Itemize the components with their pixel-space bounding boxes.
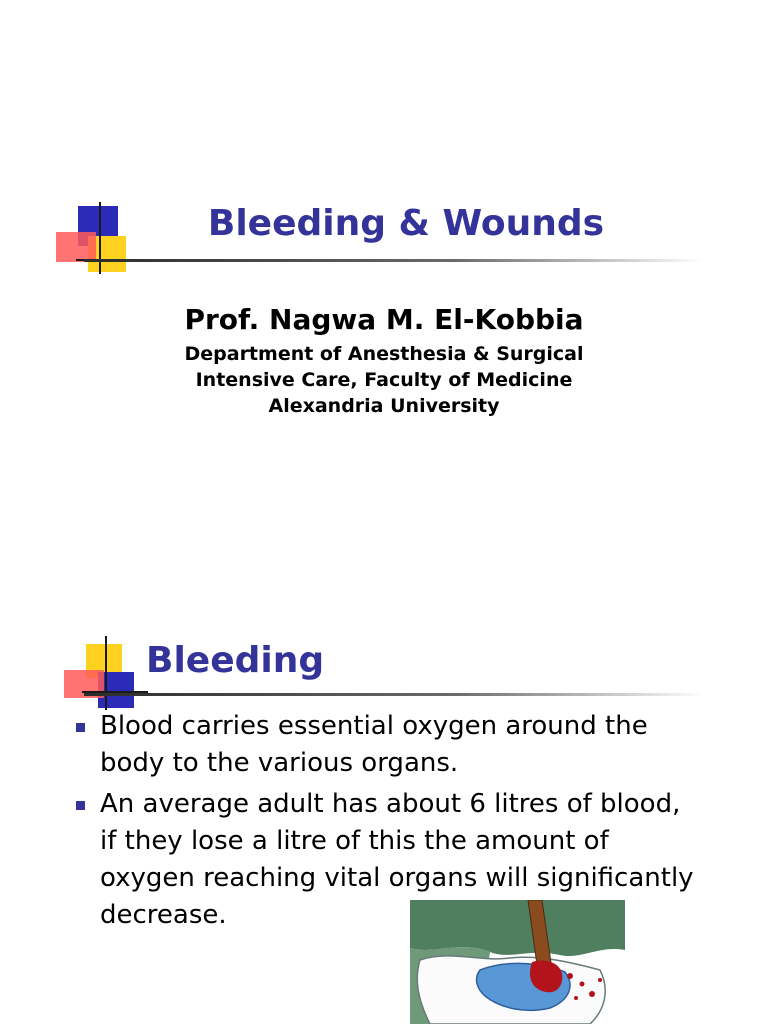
bullet-text: Blood carries essential oxygen around the body to the various organs. — [100, 711, 648, 778]
corner-ornament-icon — [58, 636, 148, 716]
title-underline — [84, 259, 704, 262]
wound-illustration-icon — [410, 900, 625, 1024]
bullet-text: An average adult has about 6 litres of blood, if they lose a litre of this the amount of oxygen reaching vital organs will significantly decrease. — [100, 789, 694, 930]
section-title: Bleeding — [146, 640, 325, 681]
affiliation-line: Intensive Care, Faculty of Medicine — [195, 369, 573, 391]
author-affiliation — [0, 341, 768, 419]
page-title: Bleeding & Wounds — [207, 203, 605, 244]
square-bullet-icon — [76, 801, 85, 810]
list-item — [76, 708, 716, 782]
affiliation-line: Department of Anesthesia & Surgical — [184, 343, 584, 365]
title-underline — [84, 693, 704, 696]
square-bullet-icon — [76, 723, 85, 732]
author-name: Prof. Nagwa M. El-Kobbia — [184, 303, 584, 336]
affiliation-line: Alexandria University — [268, 395, 500, 417]
